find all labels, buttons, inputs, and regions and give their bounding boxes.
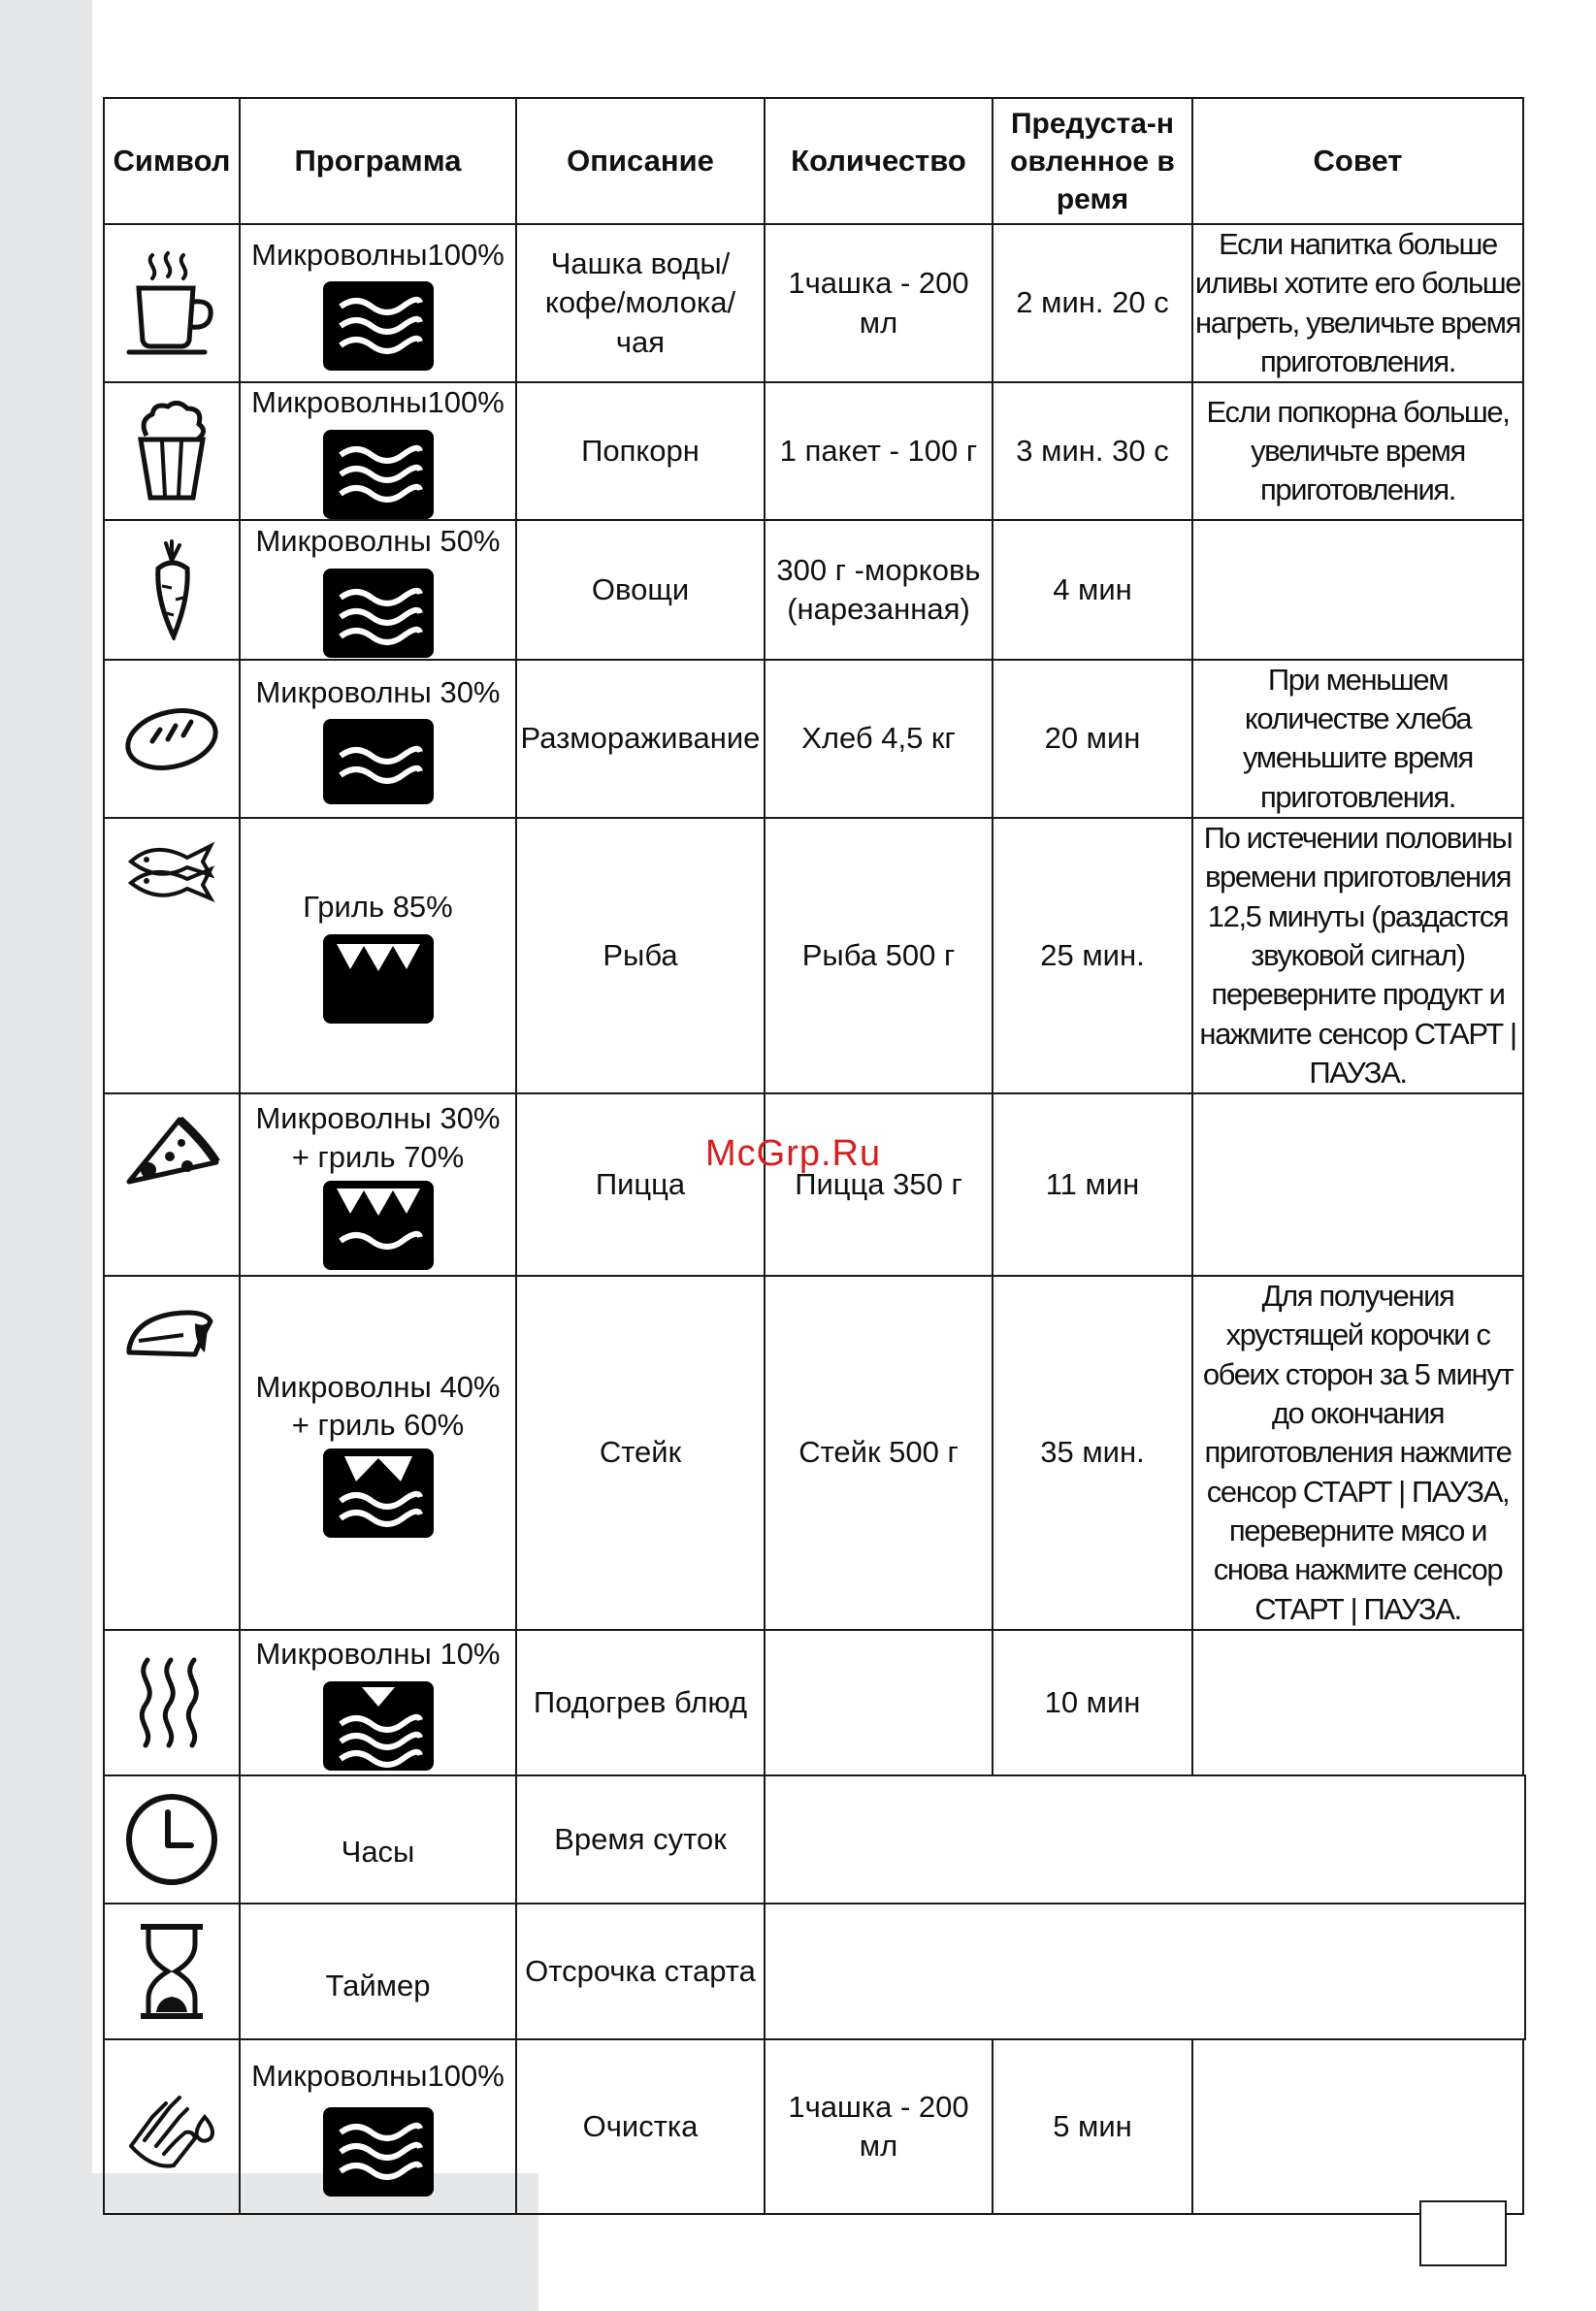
description-cell: Чашка воды/ кофе/молока/ чая — [516, 224, 765, 382]
program-label: Микроволны 30% — [255, 1101, 501, 1136]
quantity-cell: 300 г -морковь (нарезанная) — [765, 520, 993, 660]
tip-cell — [1192, 1093, 1523, 1276]
program-cell — [240, 660, 516, 818]
description-cell: Попкорн — [516, 382, 765, 520]
coffee-cup-icon — [125, 249, 218, 358]
quantity-cell: 1 пакет - 100 г — [765, 382, 993, 520]
program-cell — [240, 1775, 516, 1904]
quantity-cell: Хлеб 4,5 кг — [765, 660, 993, 818]
program-label-line2: + гриль 70% — [291, 1140, 465, 1175]
symbol-cell — [104, 1904, 240, 2039]
microwave-3-waves-icon — [323, 281, 434, 371]
description-cell: Отсрочка старта — [516, 1904, 765, 2039]
empty-merged-cell — [765, 1904, 1525, 2039]
table-row — [104, 660, 1525, 818]
tip-cell: По истечении половины времени приготовления 12,5 минуты (раздастся звуковой сигнал) переверните продукт и нажмите сенсор СТАРТ | ПАУЗА. — [1192, 818, 1523, 1093]
empty-merged-cell — [765, 1775, 1525, 1904]
program-label: Микроволны 10% — [255, 1636, 501, 1671]
quantity-cell — [765, 1630, 993, 1775]
pizza-icon — [123, 1114, 220, 1188]
program-label: Гриль 85% — [303, 890, 453, 925]
table-row — [104, 1904, 1525, 2039]
program-label: Таймер — [325, 1968, 431, 2002]
symbol-cell — [104, 382, 240, 520]
header-description: Описание — [516, 98, 765, 224]
fish-icon — [125, 840, 218, 902]
symbol-cell — [104, 1630, 240, 1775]
quantity-cell: 1чашка - 200 мл — [765, 224, 993, 382]
symbol-cell — [104, 1775, 240, 1904]
program-cell — [240, 520, 516, 660]
symbol-cell — [104, 2039, 240, 2214]
table-row — [104, 1093, 1525, 1276]
microwave-1-wave-icon — [323, 719, 434, 804]
description-cell: Размораживание — [516, 660, 765, 818]
program-label: Микроволны 40% — [255, 1369, 501, 1404]
program-cell — [240, 2039, 516, 2214]
tip-cell: При меньшем количестве хлеба уменьшите время приготовления. — [1192, 660, 1523, 818]
tip-cell: Если попкорна больше, увеличьте время приготовления. — [1192, 382, 1523, 520]
program-label: Микроволны100% — [251, 2058, 505, 2093]
steam-icon — [130, 1656, 213, 1749]
program-label: Часы — [341, 1834, 415, 1869]
time-cell: 2 мин. 20 с — [993, 224, 1192, 382]
table-row — [104, 2039, 1525, 2214]
clock-icon — [123, 1791, 220, 1888]
program-cell — [240, 1630, 516, 1775]
steak-icon — [125, 1306, 218, 1358]
time-cell: 5 мин — [993, 2039, 1192, 2214]
table-row — [104, 382, 1525, 520]
grill-icon — [323, 934, 434, 1024]
page-number-box — [1419, 2200, 1507, 2266]
combi-grill-microwave-2-icon — [323, 1448, 434, 1538]
description-cell: Рыба — [516, 818, 765, 1093]
time-cell: 35 мин. — [993, 1276, 1192, 1630]
microwave-3-waves-icon — [323, 430, 434, 519]
header-time — [993, 98, 1192, 224]
time-cell: 11 мин — [993, 1093, 1192, 1276]
quantity-cell: Стейк 500 г — [765, 1276, 993, 1630]
program-cell — [240, 1904, 516, 2039]
table-header-row — [104, 98, 1525, 224]
header-symbol: Символ — [104, 98, 240, 224]
microwave-3-waves-icon — [323, 2107, 434, 2197]
header-time-text: Предуста-новленное время — [1010, 107, 1175, 215]
symbol-cell — [104, 1276, 240, 1630]
program-cell — [240, 224, 516, 382]
watermark: McGrp.Ru — [705, 1133, 882, 1174]
cleaning-hand-icon — [125, 2082, 218, 2171]
program-label: Микроволны100% — [251, 385, 505, 420]
table-row — [104, 1276, 1525, 1630]
time-cell: 25 мин. — [993, 818, 1192, 1093]
popcorn-icon — [133, 401, 211, 502]
time-cell: 20 мин — [993, 660, 1192, 818]
symbol-cell — [104, 224, 240, 382]
description-cell: Время суток — [516, 1775, 765, 1904]
time-cell: 4 мин — [993, 520, 1192, 660]
time-cell: 3 мин. 30 с — [993, 382, 1192, 520]
table-row — [104, 1775, 1525, 1904]
description-cell: Пицца — [516, 1093, 765, 1276]
table-row — [104, 224, 1525, 382]
quantity-cell: Рыба 500 г — [765, 818, 993, 1093]
table-row — [104, 520, 1525, 660]
description-cell: Подогрев блюд — [516, 1630, 765, 1775]
program-label: Микроволны 50% — [255, 524, 501, 559]
quantity-cell: 1чашка - 200 мл — [765, 2039, 993, 2214]
tip-cell — [1192, 520, 1523, 660]
combi-grill-microwave-1-icon — [323, 1181, 434, 1270]
program-cell — [240, 818, 516, 1093]
tip-cell: Если напитка больше иливы хотите его больше нагреть, увеличьте время приготовления. — [1192, 224, 1523, 382]
description-cell: Стейк — [516, 1276, 765, 1630]
table-row — [104, 818, 1525, 1093]
header-tip: Совет — [1192, 98, 1523, 224]
tip-cell — [1192, 1630, 1523, 1775]
reheat-icon — [323, 1681, 434, 1771]
program-label: Микроволны 30% — [255, 674, 501, 709]
program-label: Микроволны100% — [251, 237, 505, 272]
symbol-cell — [104, 520, 240, 660]
symbol-cell — [104, 818, 240, 1093]
time-cell: 10 мин — [993, 1630, 1192, 1775]
hourglass-icon — [137, 1923, 207, 2020]
program-cell — [240, 1093, 516, 1276]
program-cell — [240, 1276, 516, 1630]
header-program: Программа — [240, 98, 516, 224]
microwave-2-waves-icon — [323, 569, 434, 658]
tip-cell — [1192, 2039, 1523, 2214]
carrot-icon — [143, 539, 201, 640]
tip-cell: Для получения хрустящей корочки с обеих сторон за 5 минут до окончания приготовления нажмите сенсор СТАРТ | ПАУЗА, переверните мясо и снова нажмите сенсор СТАРТ | ПАУЗА. — [1192, 1276, 1523, 1630]
description-cell: Овощи — [516, 520, 765, 660]
symbol-cell — [104, 660, 240, 818]
header-quantity: Количество — [765, 98, 993, 224]
symbol-cell — [104, 1093, 240, 1276]
program-label-line2: + гриль 60% — [291, 1408, 465, 1443]
quantity-cell: Пицца 350 г — [765, 1093, 993, 1276]
description-cell: Очистка — [516, 2039, 765, 2214]
bread-icon — [123, 704, 220, 772]
program-cell — [240, 382, 516, 520]
table-row — [104, 1630, 1525, 1775]
